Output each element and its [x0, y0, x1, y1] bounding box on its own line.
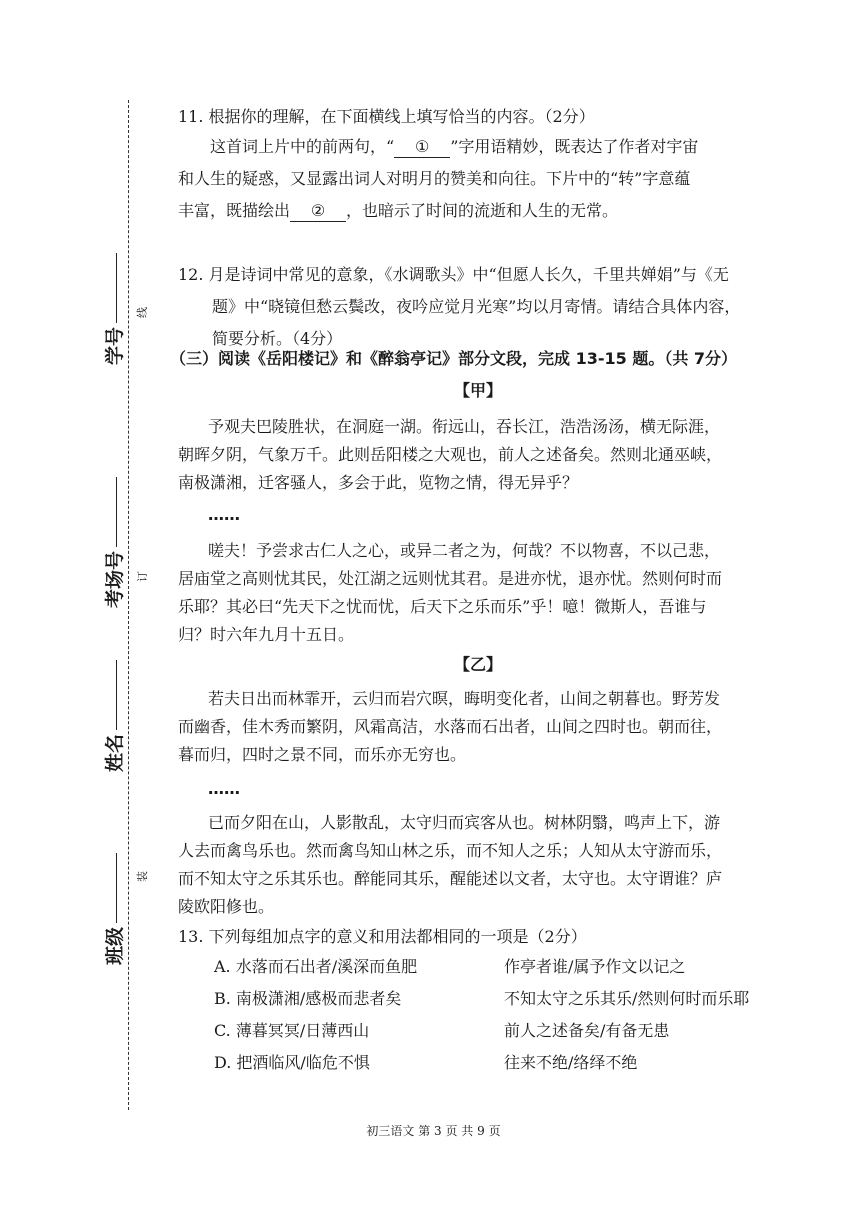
- q12-line2: 题》中“晓镜但愁云鬓改，夜吟应觉月光寒”均以月寄情。请结合具体内容，: [212, 297, 741, 316]
- passage-yi-heading: 【乙】: [453, 655, 502, 674]
- binding-dashed-line: [128, 100, 129, 1110]
- q12-line1: 12. 月是诗词中常见的意象，《水调歌头》中“但愿人长久，千里共婵娟”与《无: [178, 265, 729, 284]
- q13-prompt: 13. 下列每组加点字的意义和用法都相同的一项是（2分）: [178, 927, 587, 946]
- exam-room-label: 考场号: [100, 477, 127, 608]
- yi-p2-line3: 而不知太守之乐其乐也。醉能同其乐，醒能述以文者，太守也。太守谓谁？庐: [178, 869, 723, 888]
- page-footer: 初三语文 第 3 页 共 9 页: [366, 1124, 501, 1138]
- q13-option-c-right: 前人之述备矣/有备无患: [504, 1021, 670, 1040]
- q11-line3: 丰富，既描绘出 ② ，也暗示了时间的流逝和人生的无常。: [178, 201, 619, 220]
- jia-p2-line4: 归？时六年九月十五日。: [178, 625, 355, 644]
- q11-line1: 这首词上片中的前两句，“ ① ”字用语精妙，既表达了作者对宇宙: [210, 137, 699, 156]
- q13-option-a-right: 作亭者谁/属予作文以记之: [504, 957, 686, 976]
- binding-mark-ding: 订: [136, 571, 149, 582]
- student-id-label: 学号: [100, 253, 127, 365]
- q13-option-c-left[interactable]: C. 薄暮冥冥/日薄西山: [214, 1021, 370, 1040]
- q13-option-b-left[interactable]: B. 南极潇湘/感极而悲者矣: [214, 989, 402, 1008]
- yi-p1-line1: 若夫日出而林霏开，云归而岩穴暝，晦明变化者，山间之朝暮也。野芳发: [208, 689, 721, 708]
- yi-p1-line2: 而幽香，佳木秀而繁阴，风霜高洁，水落而石出者，山间之四时也。朝而往，: [178, 717, 723, 736]
- q11-line2: 和人生的疑惑，又显露出词人对明月的赞美和向往。下片中的“转”字意蕴: [178, 169, 691, 188]
- jia-p2-line3: 乐耶？其必曰“先天下之忧而忧，后天下之乐而乐”乎！噫！微斯人，吾谁与: [178, 597, 707, 616]
- binding-mark-zhuang: 装: [136, 871, 149, 882]
- name-label: 姓名: [100, 660, 127, 772]
- section3-title: （三）阅读《岳阳楼记》和《醉翁亭记》部分文段，完成 13-15 题。（共 7分）: [170, 349, 738, 368]
- jia-p1-line3: 南极潇湘，迁客骚人，多会于此，览物之情，得无异乎？: [178, 473, 579, 492]
- binding-mark-xian: 线: [136, 307, 149, 318]
- jia-p2-line1: 嗟夫！予尝求古仁人之心，或异二者之为，何哉？不以物喜，不以己悲，: [208, 541, 721, 560]
- q11-blank-2[interactable]: ②: [290, 201, 346, 222]
- q13-option-d-left[interactable]: D. 把酒临风/临危不惧: [214, 1053, 370, 1072]
- yi-p2-line4: 陵欧阳修也。: [178, 897, 275, 916]
- yi-p2-line1: 已而夕阳在山，人影散乱，太守归而宾客从也。树林阴翳，鸣声上下，游: [208, 813, 721, 832]
- jia-p1-line1: 予观夫巴陵胜状，在洞庭一湖。衔远山，吞长江，浩浩汤汤，横无际涯，: [208, 417, 721, 436]
- passage-jia-heading: 【甲】: [453, 381, 502, 400]
- q12-line3: 简要分析。（4分）: [212, 329, 343, 348]
- q13-option-d-right: 往来不绝/络绎不绝: [504, 1053, 638, 1072]
- class-label: 班级: [100, 853, 127, 965]
- jia-ellipsis: ……: [208, 505, 240, 524]
- yi-p1-line3: 暮而归，四时之景不同，而乐亦无穷也。: [178, 745, 467, 764]
- student-id-blank: [115, 253, 117, 323]
- yi-p2-line2: 人去而禽鸟乐也。然而禽鸟知山林之乐，而不知人之乐；人知从太守游而乐，: [178, 841, 723, 860]
- q13-option-b-right: 不知太守之乐其乐/然则何时而乐耶: [504, 989, 750, 1008]
- yi-ellipsis: ……: [208, 779, 240, 798]
- jia-p2-line2: 居庙堂之高则忧其民，处江湖之远则忧其君。是进亦忧，退亦忧。然则何时而: [178, 569, 723, 588]
- jia-p1-line2: 朝晖夕阴，气象万千。此则岳阳楼之大观也，前人之述备矣。然则北通巫峡，: [178, 445, 723, 464]
- q11-blank-1[interactable]: ①: [394, 137, 450, 158]
- q11-prompt: 11. 根据你的理解，在下面横线上填写恰当的内容。（2分）: [178, 107, 595, 126]
- q13-option-a-left[interactable]: A. 水落而石出者/溪深而鱼肥: [214, 957, 418, 976]
- class-blank: [115, 853, 117, 923]
- name-blank: [115, 660, 117, 730]
- exam-room-blank: [115, 477, 117, 547]
